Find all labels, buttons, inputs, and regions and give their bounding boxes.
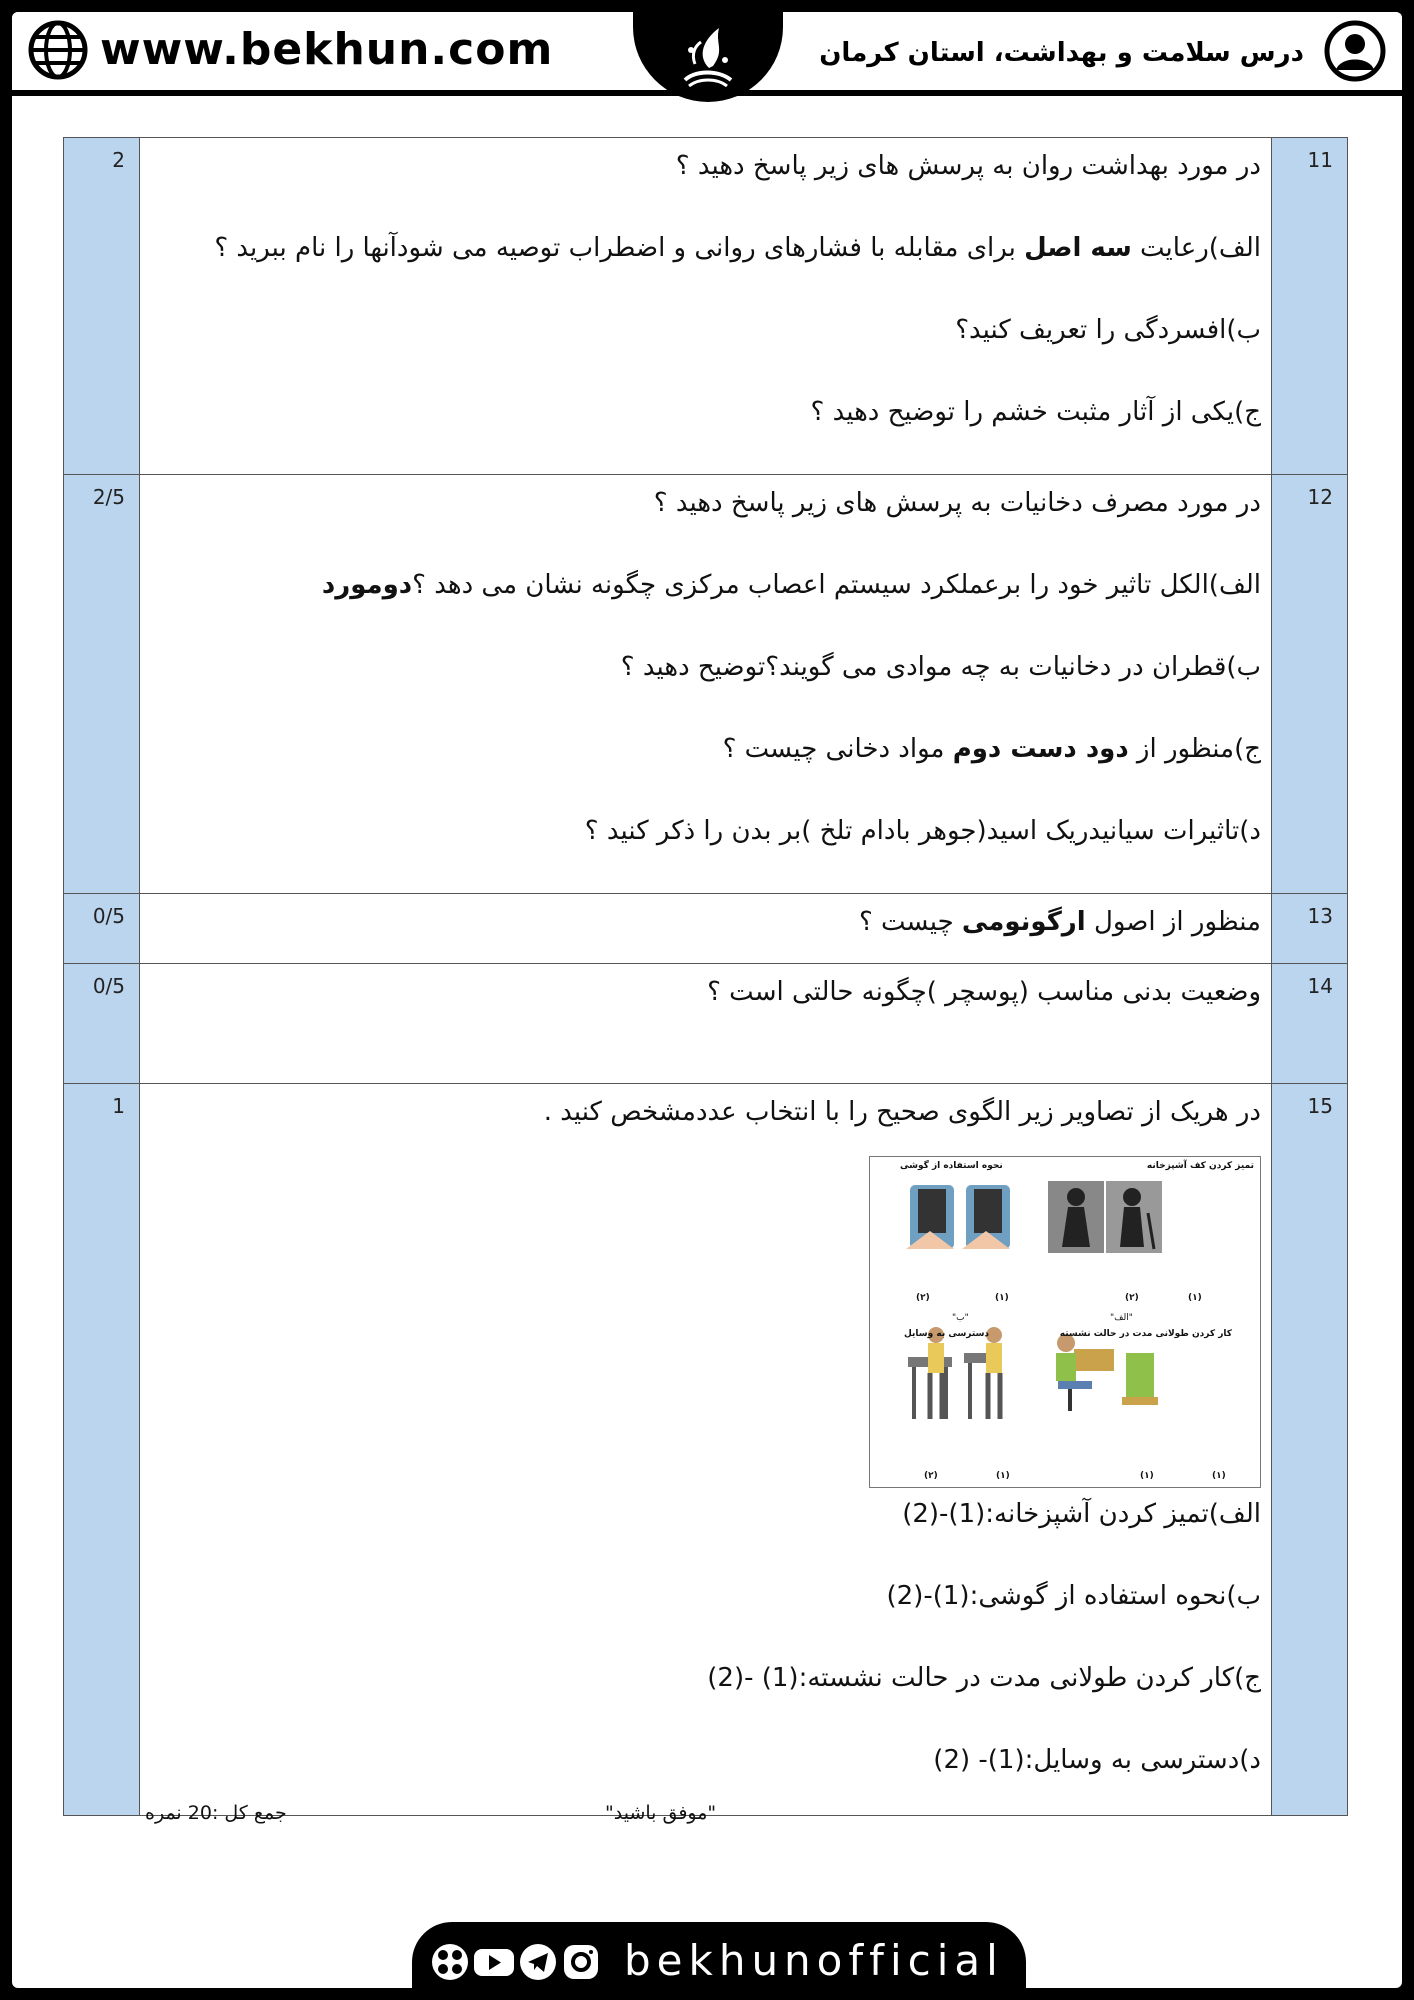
question-row (64, 1084, 1348, 1816)
course-title: درس سلامت و بهداشت، استان کرمان (819, 38, 1304, 68)
question-line: د)تاثیرات سیانیدریک اسید(جوهر بادام تلخ )بر بدن را ذکر کنید ؟ (584, 816, 1261, 846)
bekhun-logo-icon (675, 20, 741, 94)
question-number: 11 (1272, 138, 1348, 475)
question-score: 2 (64, 138, 140, 475)
question-number: 13 (1272, 894, 1348, 964)
question-line: الف)الکل تاثیر خود را برعملکرد سیستم اعصاب مرکزی چگونه نشان می دهد ؟دومورد (321, 570, 1261, 600)
question-body (140, 964, 1272, 1084)
question-line: ب)قطران در دخانیات به چه موادی می گویند؟توضیح دهید ؟ (620, 652, 1261, 682)
question-line: در هریک از تصاویر زیر الگوی صحیح را با انتخاب عددمشخص کنید . (543, 1097, 1261, 1127)
question-body (140, 138, 1272, 475)
answer-line: ب)نحوه استفاده از گوشی:(1)-(2) (886, 1581, 1261, 1611)
social-handle[interactable]: bekhunofficial (624, 1936, 1004, 1985)
figure-option-label: (۱) (1212, 1471, 1226, 1481)
figure-option-label: (۱) (1188, 1293, 1202, 1303)
total-score: جمع کل :20 نمره (145, 1802, 287, 1824)
questions-table (63, 137, 1348, 1816)
question-body (140, 894, 1272, 964)
ergonomics-figure (869, 1156, 1261, 1488)
question-row (64, 138, 1348, 475)
question-body (140, 475, 1272, 894)
question-score: 0/5 (64, 964, 140, 1084)
figure-label: دسترسی به وسایل (904, 1329, 990, 1339)
question-score: 0/5 (64, 894, 140, 964)
question-line: وضعیت بدنی مناسب (پوسچر )چگونه حالتی است ؟ (707, 977, 1261, 1007)
question-line: در مورد بهداشت روان به پرسش های زیر پاسخ دهید ؟ (675, 151, 1261, 181)
figure-option-label: (۲) (916, 1293, 930, 1303)
exam-page (12, 12, 1402, 1988)
figure-tag: "ب" (952, 1313, 969, 1323)
figure-label: کار کردن طولانی مدت در حالت نشسته (1059, 1329, 1232, 1339)
answer-line: الف)تمیز کردن آشپزخانه:(1)-(2) (902, 1499, 1261, 1529)
question-line: ج)یکی از آثار مثبت خشم را توضیح دهید ؟ (810, 397, 1261, 427)
answer-line: د)دسترسی به وسایل:(1)- (2) (933, 1745, 1261, 1775)
figure-label: تمیز کردن کف آشپزخانه (1146, 1161, 1254, 1171)
question-score: 1 (64, 1084, 140, 1816)
social-bar (412, 1922, 1026, 1988)
figure-label: نحوه استفاده از گوشی (900, 1161, 1003, 1171)
figure-option-label: (۱) (995, 1293, 1009, 1303)
question-line: ب)افسردگی را تعریف کنید؟ (955, 315, 1261, 345)
telegram-icon[interactable] (520, 1944, 556, 1980)
site-url[interactable]: www.bekhun.com (100, 24, 554, 75)
answer-line: ج)کار کردن طولانی مدت در حالت نشسته:(1) -(2) (707, 1663, 1261, 1693)
question-number: 14 (1272, 964, 1348, 1084)
ergonomics-illustration (870, 1157, 1260, 1487)
question-body (140, 1084, 1272, 1816)
question-row (64, 475, 1348, 894)
figure-option-label: (۱) (996, 1471, 1010, 1481)
question-score: 2/5 (64, 475, 140, 894)
user-icon (1324, 20, 1386, 82)
aparat-icon[interactable] (432, 1944, 468, 1980)
question-number: 15 (1272, 1084, 1348, 1816)
question-line: منظور از اصول ارگونومی چیست ؟ (858, 907, 1261, 937)
figure-option-label: (۲) (1125, 1293, 1139, 1303)
globe-icon (28, 20, 88, 80)
question-row (64, 894, 1348, 964)
question-line: الف)رعایت سه اصل برای مقابله با فشارهای روانی و اضطراب توصیه می شودآنها را نام ببرید ؟ (214, 233, 1261, 263)
figure-option-label: (۱) (1140, 1471, 1154, 1481)
youtube-icon[interactable] (474, 1949, 514, 1976)
good-luck-note: "موفق باشید" (605, 1802, 717, 1824)
instagram-icon[interactable] (564, 1945, 598, 1979)
figure-option-label: (۲) (924, 1471, 938, 1481)
question-row (64, 964, 1348, 1084)
question-number: 12 (1272, 475, 1348, 894)
question-line: ج)منظور از دود دست دوم مواد دخانی چیست ؟ (722, 734, 1261, 764)
figure-tag: "الف" (1110, 1313, 1133, 1323)
social-icons (430, 1942, 610, 1982)
question-line: در مورد مصرف دخانیات به پرسش های زیر پاسخ دهید ؟ (653, 488, 1261, 518)
